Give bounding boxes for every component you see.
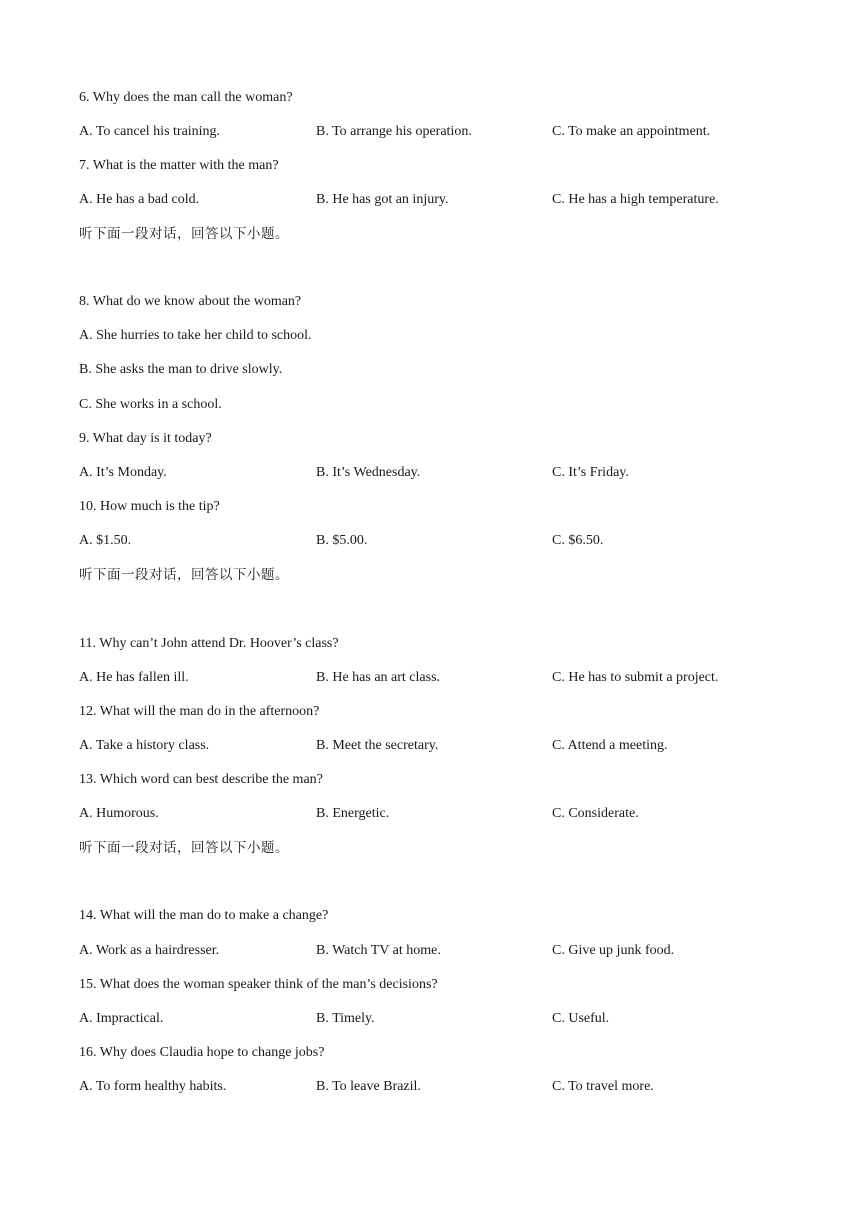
option-9c: C. It’s Friday. <box>552 465 629 480</box>
option-10b: B. $5.00. <box>316 533 368 548</box>
question-12: 12. What will the man do in the afternoon? <box>79 704 320 719</box>
instruction: 听下面一段对话，回答以下小题。 <box>79 840 289 856</box>
instruction: 听下面一段对话，回答以下小题。 <box>79 226 289 242</box>
option-7a: A. He has a bad cold. <box>79 192 200 207</box>
option-7b: B. He has got an injury. <box>316 192 449 207</box>
option-12a: A. Take a history class. <box>79 738 210 753</box>
option-8c: C. She works in a school. <box>79 397 222 412</box>
option-16a: A. To form healthy habits. <box>79 1079 227 1094</box>
option-8a: A. She hurries to take her child to school. <box>79 328 312 343</box>
option-13b: B. Energetic. <box>316 806 390 821</box>
option-7c: C. He has a high temperature. <box>552 192 719 207</box>
option-12c: C. Attend a meeting. <box>552 738 668 753</box>
option-6b: B. To arrange his operation. <box>316 124 472 139</box>
question-8: 8. What do we know about the woman? <box>79 294 302 309</box>
option-6c: C. To make an appointment. <box>552 124 711 139</box>
question-6: 6. Why does the man call the woman? <box>79 90 293 105</box>
question-15: 15. What does the woman speaker think of the man’s decisions? <box>79 977 438 992</box>
option-14b: B. Watch TV at home. <box>316 943 441 958</box>
option-13c: C. Considerate. <box>552 806 639 821</box>
option-14c: C. Give up junk food. <box>552 943 675 958</box>
option-10a: A. $1.50. <box>79 533 132 548</box>
question-9: 9. What day is it today? <box>79 431 212 446</box>
question-14: 14. What will the man do to make a change? <box>79 908 329 923</box>
option-15b: B. Timely. <box>316 1011 375 1026</box>
option-13a: A. Humorous. <box>79 806 159 821</box>
question-7: 7. What is the matter with the man? <box>79 158 279 173</box>
option-14a: A. Work as a hairdresser. <box>79 943 220 958</box>
question-13: 13. Which word can best describe the man? <box>79 772 323 787</box>
option-6a: A. To cancel his training. <box>79 124 221 139</box>
option-9b: B. It’s Wednesday. <box>316 465 421 480</box>
instruction: 听下面一段对话，回答以下小题。 <box>79 567 289 583</box>
option-9a: A. It’s Monday. <box>79 465 167 480</box>
option-15c: C. Useful. <box>552 1011 610 1026</box>
option-12b: B. Meet the secretary. <box>316 738 439 753</box>
question-16: 16. Why does Claudia hope to change jobs? <box>79 1045 325 1060</box>
question-10: 10. How much is the tip? <box>79 499 220 514</box>
option-11c: C. He has to submit a project. <box>552 670 719 685</box>
option-16c: C. To travel more. <box>552 1079 654 1094</box>
option-11a: A. He has fallen ill. <box>79 670 189 685</box>
question-11: 11. Why can’t John attend Dr. Hoover’s class? <box>79 636 339 651</box>
option-16b: B. To leave Brazil. <box>316 1079 421 1094</box>
option-8b: B. She asks the man to drive slowly. <box>79 362 283 377</box>
option-15a: A. Impractical. <box>79 1011 164 1026</box>
option-11b: B. He has an art class. <box>316 670 441 685</box>
option-10c: C. $6.50. <box>552 533 604 548</box>
